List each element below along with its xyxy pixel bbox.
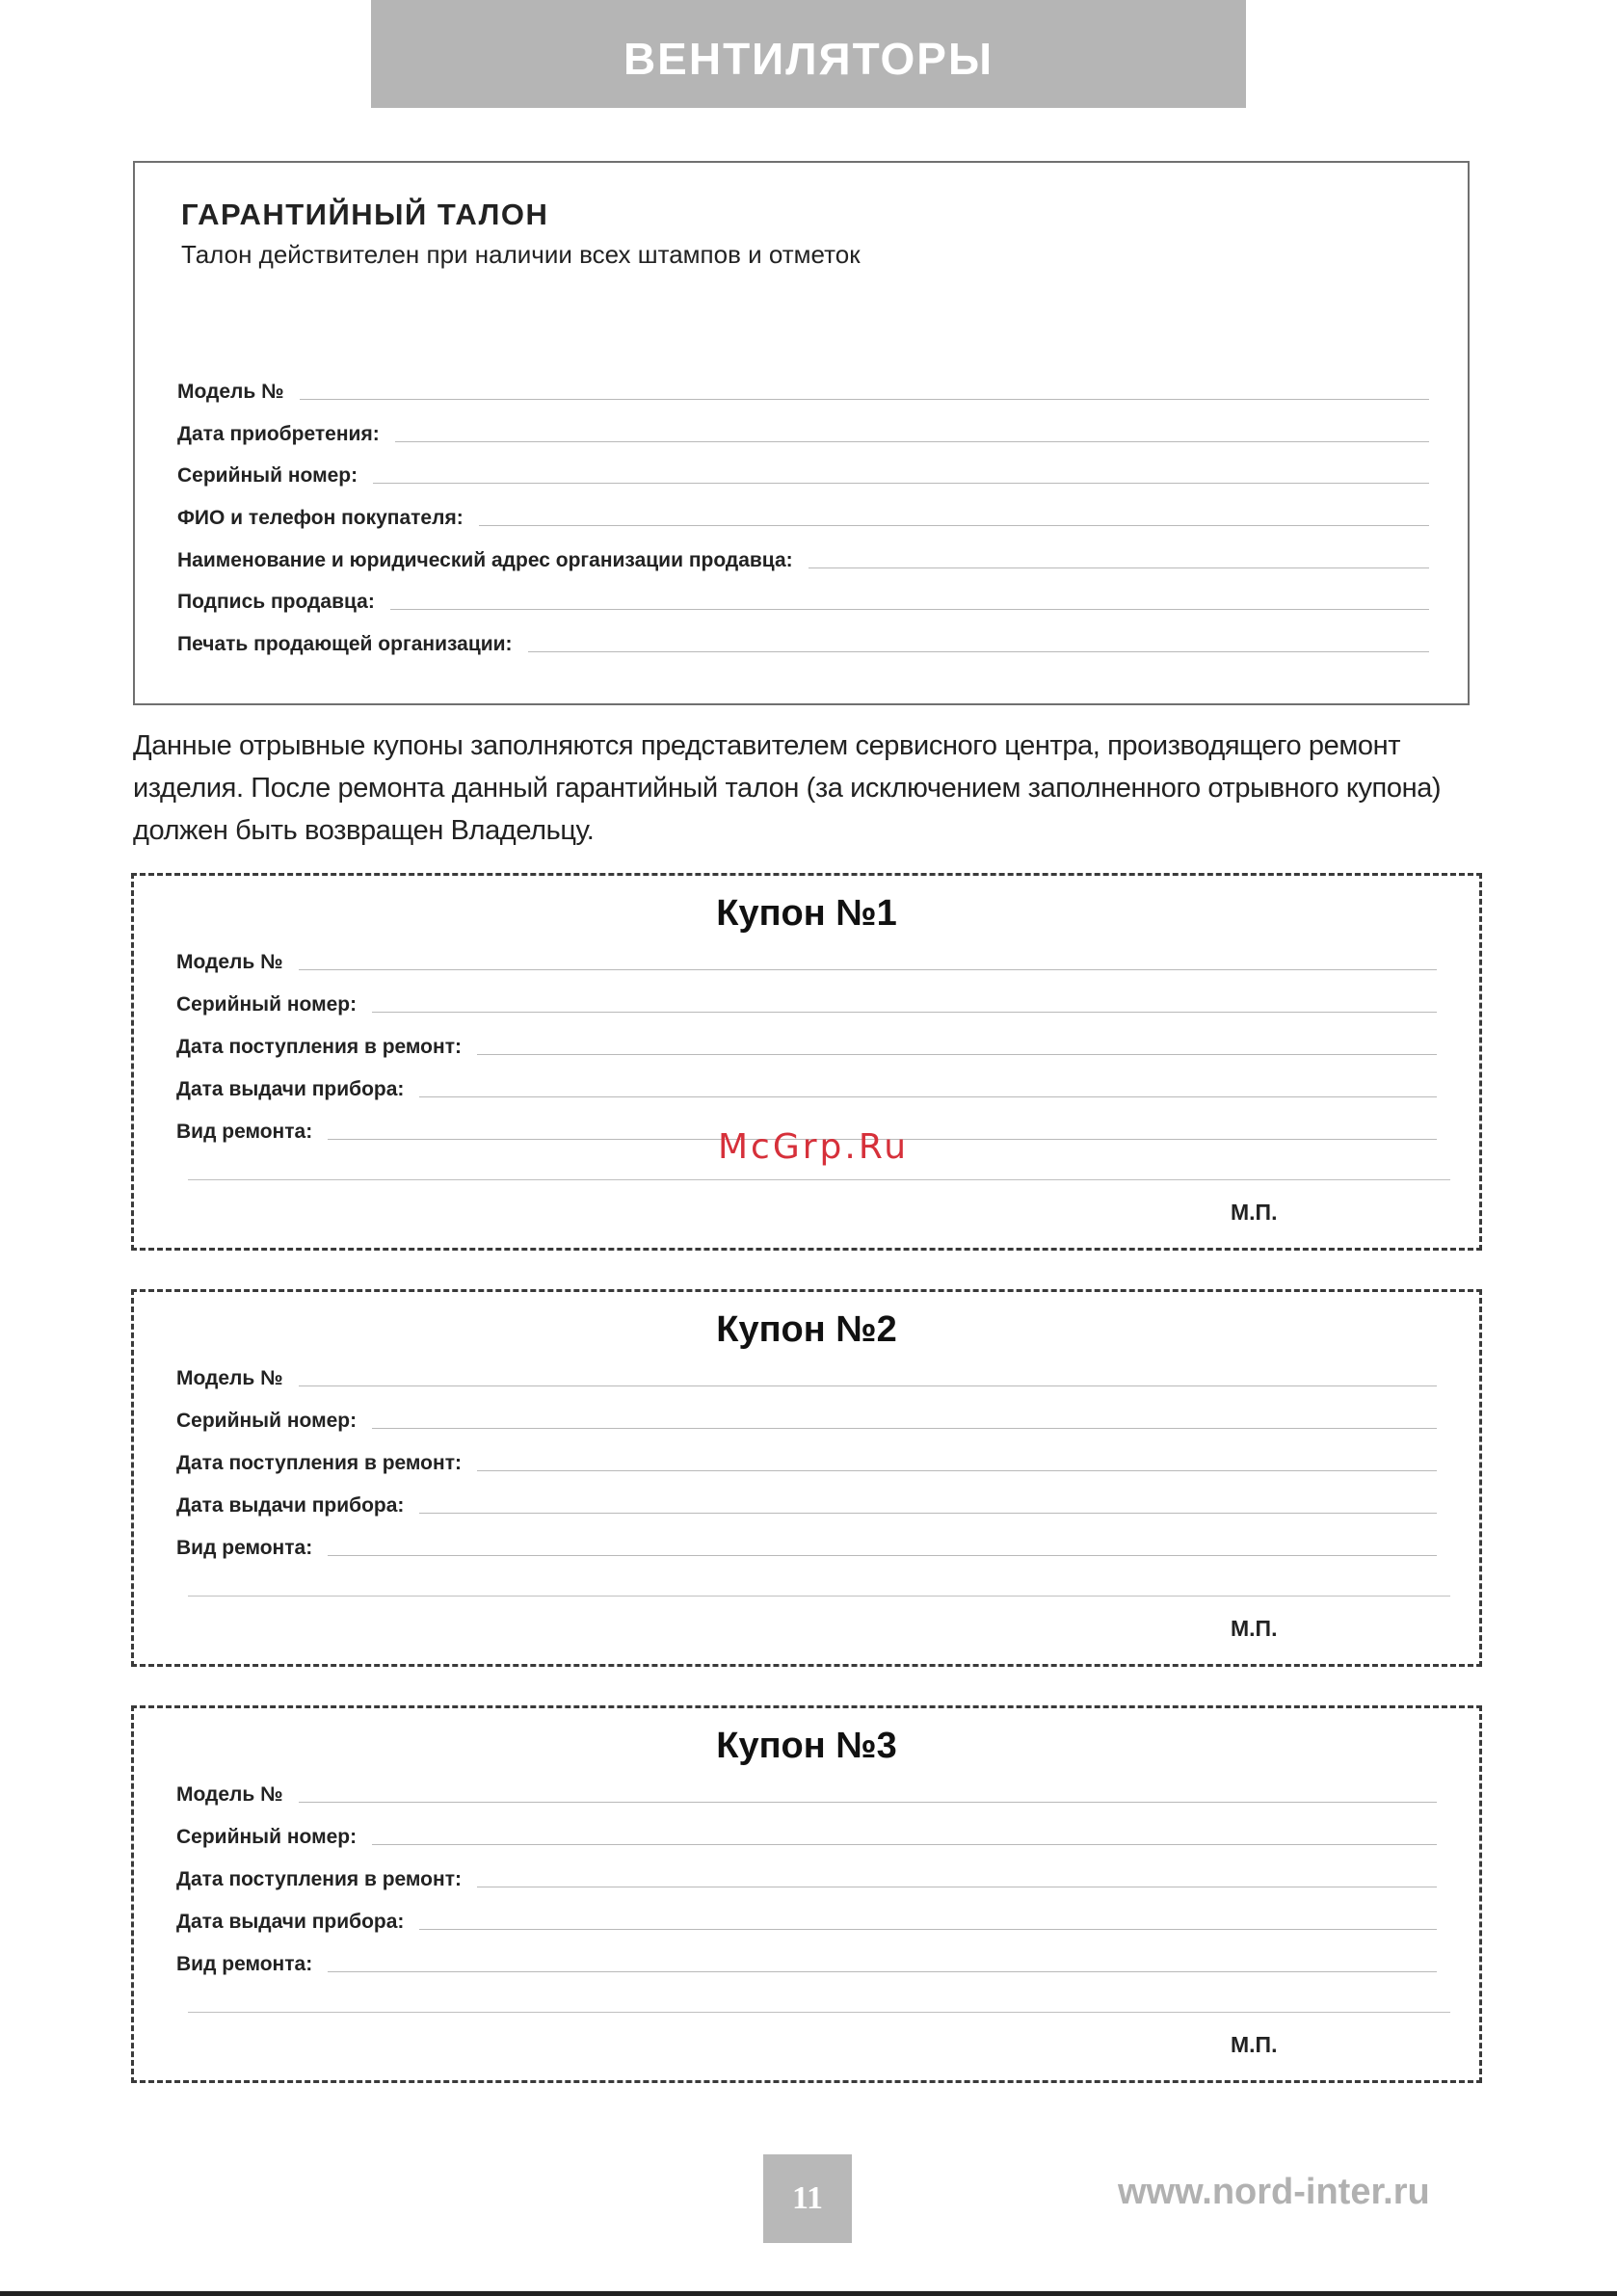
field-label: Модель №: [176, 1783, 283, 1806]
coupon-instructions: Данные отрывные купоны заполняются представителем сервисного центра, производящего ремонт изделия. После ремонта данный гарантийный талон (за исключением заполненного отрывного купона) должен быть возвращен Владельцу.: [133, 730, 1442, 846]
coupon-field-serial[interactable]: [176, 993, 1437, 1016]
field-label: Вид ремонта:: [176, 1953, 313, 1975]
field-label: Серийный номер:: [176, 993, 358, 1016]
page-number: 11: [763, 2154, 852, 2243]
coupon-field-return-date[interactable]: [176, 1078, 1437, 1101]
coupon-3: [131, 1705, 1482, 2083]
fill-line: [328, 1554, 1437, 1556]
fill-line: [477, 1053, 1437, 1055]
fill-line: [395, 440, 1429, 442]
stamp-place-label: М.П.: [1231, 1200, 1278, 1225]
section-title: ВЕНТИЛЯТОРЫ: [623, 34, 994, 84]
field-label: Подпись продавца:: [177, 591, 375, 613]
fill-line: [479, 524, 1429, 526]
coupon-title: Купон №2: [716, 1309, 897, 1350]
field-label: Дата поступления в ремонт:: [176, 1036, 462, 1058]
fill-line: [477, 1469, 1437, 1471]
coupon-field-model[interactable]: [176, 1783, 1437, 1807]
fill-line: [300, 398, 1429, 400]
header-band: [371, 0, 1246, 108]
stamp-place-label: М.П.: [1231, 1616, 1278, 1641]
bottom-border: [0, 2291, 1617, 2296]
field-label: Дата выдачи прибора:: [176, 1078, 405, 1100]
fill-line: [808, 567, 1429, 568]
fill-line: [188, 1596, 1450, 1597]
field-seller-organization[interactable]: [177, 549, 1429, 572]
stamp-place-label: М.П.: [1231, 2032, 1278, 2057]
field-label: Печать продающей организации:: [177, 633, 513, 655]
fill-line: [188, 2012, 1450, 2013]
field-label: Вид ремонта:: [176, 1537, 313, 1559]
coupon-2: [131, 1289, 1482, 1667]
coupon-title: Купон №1: [716, 893, 897, 934]
field-buyer-name-phone[interactable]: [177, 507, 1429, 530]
fill-line: [373, 482, 1429, 484]
field-label: Модель №: [176, 1367, 283, 1389]
coupon-1: [131, 873, 1482, 1251]
field-label: Наименование и юридический адрес организации продавца:: [177, 549, 793, 571]
fill-line: [390, 608, 1429, 610]
fill-line: [372, 1427, 1437, 1429]
warranty-title: ГАРАНТИЙНЫЙ ТАЛОН: [181, 198, 549, 231]
coupon-field-return-date[interactable]: [176, 1494, 1437, 1517]
field-purchase-date[interactable]: [177, 423, 1429, 446]
fill-line: [528, 650, 1429, 652]
coupon-field-model[interactable]: [176, 1367, 1437, 1390]
fill-line: [372, 1843, 1437, 1845]
fill-line: [419, 1928, 1437, 1930]
field-model[interactable]: [177, 381, 1429, 404]
field-serial-number[interactable]: [177, 464, 1429, 488]
field-label: Модель №: [176, 951, 283, 973]
fill-line: [299, 1801, 1437, 1803]
fill-line: [328, 1970, 1437, 1972]
field-label: Серийный номер:: [176, 1826, 358, 1848]
coupon-title: Купон №3: [716, 1726, 897, 1766]
field-label: Серийный номер:: [177, 464, 358, 487]
coupon-field-repair-type[interactable]: [176, 1537, 1437, 1560]
field-seller-stamp[interactable]: [177, 633, 1429, 656]
coupon-field-intake-date[interactable]: [176, 1452, 1437, 1475]
fill-line: [299, 968, 1437, 970]
coupon-field-return-date[interactable]: [176, 1911, 1437, 1934]
fill-line: [419, 1095, 1437, 1097]
fill-line: [372, 1011, 1437, 1013]
field-label: Модель №: [177, 381, 284, 403]
field-label: Дата выдачи прибора:: [176, 1494, 405, 1517]
website-link[interactable]: www.nord-inter.ru: [1118, 2172, 1430, 2212]
fill-line: [299, 1385, 1437, 1386]
coupon-field-repair-type[interactable]: [176, 1953, 1437, 1976]
field-seller-signature[interactable]: [177, 591, 1429, 614]
coupon-field-serial[interactable]: [176, 1410, 1437, 1433]
field-label: Дата поступления в ремонт:: [176, 1452, 462, 1474]
field-label: ФИО и телефон покупателя:: [177, 507, 464, 529]
warranty-subtitle: Талон действителен при наличии всех штампов и отметок: [181, 240, 861, 269]
coupon-field-intake-date[interactable]: [176, 1868, 1437, 1891]
field-label: Серийный номер:: [176, 1410, 358, 1432]
field-label: Дата приобретения:: [177, 423, 380, 445]
field-label: Вид ремонта:: [176, 1121, 313, 1143]
fill-line: [477, 1886, 1437, 1887]
fill-line: [188, 1179, 1450, 1180]
warranty-card: [133, 161, 1470, 705]
coupon-field-serial[interactable]: [176, 1826, 1437, 1849]
watermark: McGrp.Ru: [718, 1127, 910, 1167]
coupon-field-intake-date[interactable]: [176, 1036, 1437, 1059]
field-label: Дата поступления в ремонт:: [176, 1868, 462, 1890]
coupon-field-model[interactable]: [176, 951, 1437, 974]
fill-line: [419, 1512, 1437, 1514]
field-label: Дата выдачи прибора:: [176, 1911, 405, 1933]
